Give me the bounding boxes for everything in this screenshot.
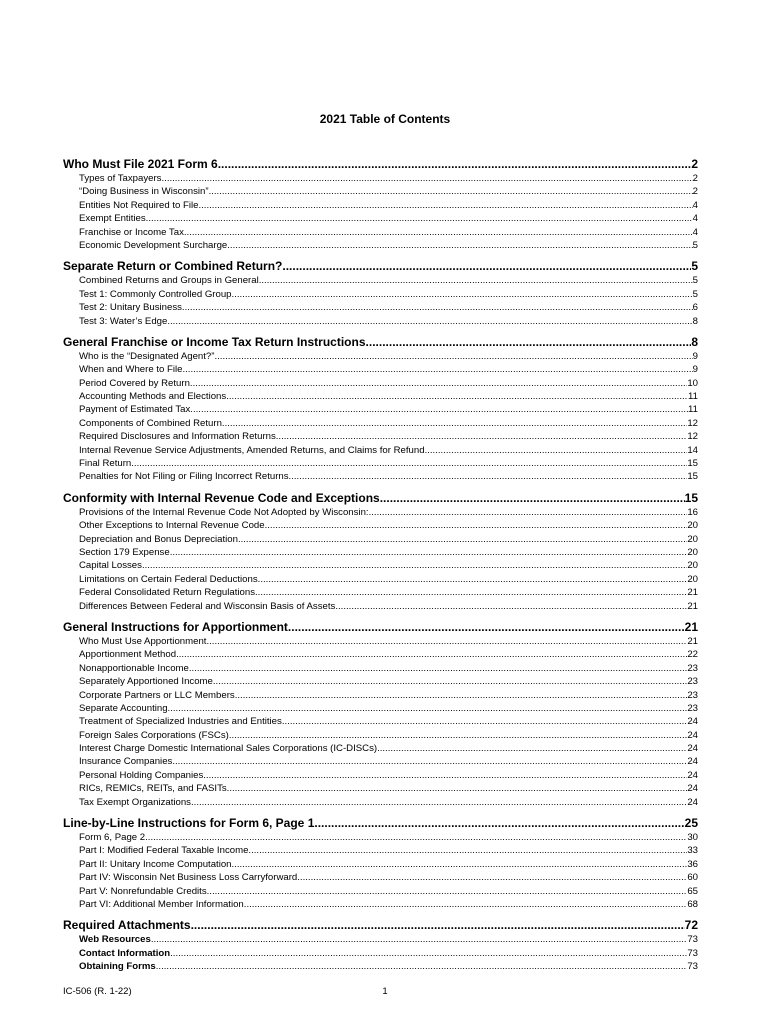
- toc-entry[interactable]: [63, 586, 698, 599]
- toc-entry[interactable]: [63, 403, 698, 416]
- dot-leader: [255, 586, 687, 599]
- toc-entry-label: Franchise or Income Tax: [79, 226, 184, 238]
- toc-entry-label: Who Must Use Apportionment: [79, 635, 207, 647]
- toc-entry-page: 23: [687, 676, 698, 688]
- toc-entry-page: 23: [687, 662, 698, 674]
- dot-leader: [207, 885, 688, 898]
- toc-entry-page: 11: [688, 391, 698, 403]
- toc-section: [63, 334, 698, 484]
- toc-entry-page: 65: [687, 885, 698, 897]
- toc-entry-label: Final Return: [79, 458, 132, 470]
- dot-leader: [161, 172, 692, 185]
- toc-entry[interactable]: [63, 430, 698, 443]
- toc-entry[interactable]: [63, 212, 698, 225]
- dot-leader: [335, 600, 687, 613]
- toc-entry-label: Combined Returns and Groups in General: [79, 275, 259, 287]
- toc-entry[interactable]: [63, 600, 698, 613]
- toc-entry[interactable]: [63, 689, 698, 702]
- dot-leader: [244, 898, 688, 911]
- toc-entry-page: 4: [692, 213, 698, 225]
- dot-leader: [282, 715, 688, 728]
- dot-leader: [209, 185, 693, 198]
- toc-heading-label: General Franchise or Income Tax Return Instructions: [63, 334, 366, 349]
- toc-entry-label: Types of Taxpayers: [79, 173, 162, 184]
- dot-leader: [425, 444, 688, 457]
- toc-entry-page: 20: [687, 546, 698, 558]
- dot-leader: [156, 960, 688, 973]
- toc-entry-label: Internal Revenue Service Adjustments, Amended Returns, and Claims for Refund: [79, 444, 425, 456]
- toc-entry[interactable]: [63, 377, 698, 390]
- dot-leader: [146, 212, 693, 225]
- dot-leader: [258, 573, 688, 586]
- toc-section-heading[interactable]: [63, 334, 698, 350]
- toc-entry-label: Part IV: Wisconsin Net Business Loss Carryforward: [79, 872, 298, 884]
- toc-entry[interactable]: [63, 239, 698, 252]
- toc-entry-page: 12: [687, 417, 698, 429]
- toc-entry[interactable]: [63, 871, 698, 884]
- toc-entry[interactable]: [63, 457, 698, 470]
- toc-entry[interactable]: [63, 444, 698, 457]
- toc-entry-page: 2: [692, 173, 698, 184]
- toc-entry-page: 24: [687, 796, 698, 808]
- toc-heading-label: Conformity with Internal Revenue Code and Exceptions: [63, 490, 380, 505]
- toc-entry-label: Apportionment Method: [79, 649, 177, 661]
- dot-leader: [191, 796, 687, 809]
- toc-entry-page: 20: [687, 573, 698, 585]
- toc-entry[interactable]: [63, 755, 698, 768]
- toc-entry-page: 24: [687, 716, 698, 728]
- toc-entry-label: Penalties for Not Filing or Filing Incorrect Returns: [79, 471, 289, 483]
- toc-entry-label: Part I: Modified Federal Taxable Income: [79, 845, 249, 857]
- toc-entry-page: 60: [687, 872, 698, 884]
- toc-entry-page: 24: [687, 783, 698, 795]
- dot-leader: [297, 871, 687, 884]
- toc-entry-page: 73: [687, 947, 698, 959]
- dot-leader: [182, 301, 693, 314]
- toc-heading-label: Separate Return or Combined Return?: [63, 259, 283, 274]
- toc-heading-page: 2: [691, 157, 698, 171]
- toc-entry-label: Accounting Methods and Elections: [79, 391, 227, 403]
- toc-heading-page: 15: [684, 490, 698, 505]
- toc-entry-label: Obtaining Forms: [79, 961, 156, 973]
- dot-leader: [218, 156, 692, 172]
- toc-entry[interactable]: [63, 858, 698, 871]
- toc-entry-label: Payment of Estimated Tax: [79, 404, 191, 416]
- dot-leader: [227, 239, 692, 252]
- dot-leader: [206, 635, 687, 648]
- dot-leader: [248, 844, 687, 857]
- toc-entry[interactable]: [63, 729, 698, 742]
- toc-entry-page: 23: [687, 702, 698, 714]
- toc-entry[interactable]: [63, 185, 698, 198]
- dot-leader: [276, 430, 688, 443]
- toc-entry-page: 6: [692, 302, 698, 314]
- toc-section: [63, 815, 698, 911]
- toc-entry-page: 73: [687, 934, 698, 946]
- dot-leader: [176, 648, 687, 661]
- toc-heading-label: Required Attachments: [63, 918, 191, 933]
- dot-leader: [238, 533, 687, 546]
- toc-entry-page: 12: [687, 431, 698, 443]
- toc-entry-page: 9: [692, 350, 698, 362]
- toc-entry[interactable]: [63, 390, 698, 403]
- toc-section: [63, 917, 698, 973]
- toc-entry-label: Period Covered by Return: [79, 377, 190, 389]
- toc-heading-label: Who Must File 2021 Form 6: [63, 157, 218, 171]
- toc-entry[interactable]: [63, 898, 698, 911]
- toc-entry-page: 4: [692, 199, 698, 211]
- toc-entry[interactable]: [63, 933, 698, 946]
- toc-section: [63, 619, 698, 809]
- toc-entry-page: 24: [687, 756, 698, 768]
- toc-entry-label: RICs, REMICs, REITs, and FASITs: [79, 783, 227, 795]
- toc-entry-page: 10: [687, 377, 698, 389]
- dot-leader: [167, 315, 692, 328]
- dot-leader: [229, 729, 688, 742]
- toc-entry-label: Differences Between Federal and Wisconsin Basis of Assets: [79, 600, 336, 612]
- toc-entry-page: 23: [687, 689, 698, 701]
- toc-entry-label: Part VI: Additional Member Information: [79, 898, 244, 910]
- toc-entry-label: Other Exceptions to Internal Revenue Code: [79, 520, 265, 532]
- toc-entry-page: 11: [688, 404, 698, 416]
- dot-leader: [369, 506, 688, 519]
- toc-entry-page: 5: [692, 288, 698, 300]
- toc-entry[interactable]: [63, 172, 698, 185]
- dot-leader: [203, 769, 687, 782]
- toc-heading-page: 25: [684, 816, 698, 831]
- toc-entry-label: Limitations on Certain Federal Deductions: [79, 573, 258, 585]
- toc-entry[interactable]: [63, 742, 698, 755]
- toc-entry[interactable]: [63, 885, 698, 898]
- dot-leader: [226, 390, 688, 403]
- toc-entry[interactable]: [63, 363, 698, 376]
- toc-section-heading[interactable]: [63, 156, 698, 172]
- page-title: 2021 Table of Contents: [319, 112, 451, 126]
- toc-entry-label: Entities Not Required to File: [79, 199, 199, 211]
- toc-entry[interactable]: [63, 702, 698, 715]
- toc-entry-page: 16: [687, 506, 698, 518]
- toc-entry-label: Part V: Nonrefundable Credits: [79, 885, 207, 897]
- dot-leader: [289, 470, 688, 483]
- toc-entry-label: Components of Combined Return: [79, 417, 222, 429]
- toc-entry-page: 24: [687, 729, 698, 741]
- toc-entry-page: 24: [687, 769, 698, 781]
- toc-entry-label: Exempt Entities: [79, 213, 146, 225]
- dot-leader: [282, 258, 691, 274]
- toc-entry-label: Separately Apportioned Income: [79, 676, 213, 688]
- toc-entry[interactable]: [63, 769, 698, 782]
- dot-leader: [190, 377, 687, 390]
- toc-entry-page: 24: [687, 743, 698, 755]
- toc-entry-page: 20: [687, 520, 698, 532]
- toc-entry[interactable]: [63, 662, 698, 675]
- toc-entry[interactable]: [63, 199, 698, 212]
- dot-leader: [222, 417, 687, 430]
- toc-section-heading[interactable]: [63, 917, 698, 933]
- dot-leader: [227, 782, 688, 795]
- toc-entry-page: 21: [687, 600, 698, 612]
- toc-heading-page: 21: [684, 619, 698, 634]
- toc-entry-label: Provisions of the Internal Revenue Code Not Adopted by Wisconsin:: [79, 506, 369, 518]
- toc-entry[interactable]: [63, 960, 698, 973]
- toc-entry[interactable]: [63, 675, 698, 688]
- toc-heading-page: 72: [684, 918, 698, 933]
- dot-leader: [366, 334, 692, 350]
- toc-entry-label: Separate Accounting: [79, 702, 168, 714]
- toc-entry-label: Foreign Sales Corporations (FSCs): [79, 729, 229, 741]
- dot-leader: [184, 226, 693, 239]
- toc-entry-page: 5: [692, 275, 698, 287]
- toc-entry[interactable]: [63, 470, 698, 483]
- toc-entry-page: 36: [687, 858, 698, 870]
- toc-entry[interactable]: [63, 559, 698, 572]
- toc-entry-page: 8: [692, 315, 698, 327]
- toc-section: [63, 156, 698, 252]
- toc-entry-label: Section 179 Expense: [79, 546, 170, 558]
- toc-section-heading[interactable]: [63, 619, 698, 635]
- toc-entry-label: Interest Charge Domestic International Sales Corporations (IC-DISCs): [79, 743, 378, 755]
- toc-entry[interactable]: [63, 226, 698, 239]
- toc-entry-page: 4: [692, 226, 698, 238]
- toc-entry-page: 5: [692, 239, 698, 251]
- dot-leader: [213, 675, 687, 688]
- toc-heading-page: 8: [691, 334, 698, 349]
- toc-entry-page: 2: [692, 186, 698, 198]
- toc-heading-label: General Instructions for Apportionment: [63, 619, 288, 634]
- toc-entry[interactable]: [63, 350, 698, 363]
- toc-entry-label: Form 6, Page 2: [79, 832, 146, 844]
- toc-entry-page: 73: [687, 961, 698, 973]
- toc-entry-label: Corporate Partners or LLC Members: [79, 689, 235, 701]
- dot-leader: [198, 199, 692, 212]
- toc-entry-page: 21: [687, 587, 698, 599]
- toc-entry[interactable]: [63, 715, 698, 728]
- toc-entry-page: 9: [692, 364, 698, 376]
- dot-leader: [170, 546, 688, 559]
- toc-entry[interactable]: [63, 274, 698, 287]
- dot-leader: [288, 619, 685, 635]
- toc-entry-page: 21: [687, 635, 698, 647]
- toc-entry[interactable]: [63, 648, 698, 661]
- dot-leader: [145, 831, 687, 844]
- table-of-contents: [63, 156, 698, 980]
- dot-leader: [235, 689, 688, 702]
- toc-section-heading[interactable]: [63, 815, 698, 831]
- dot-leader: [380, 490, 685, 506]
- toc-entry[interactable]: [63, 519, 698, 532]
- toc-entry[interactable]: [63, 315, 698, 328]
- toc-entry-label: Who is the “Designated Agent?”: [79, 350, 215, 362]
- toc-entry-label: Part II: Unitary Income Computation: [79, 858, 232, 870]
- toc-entry-label: Test 3: Water’s Edge: [79, 315, 168, 327]
- dot-leader: [131, 457, 687, 470]
- toc-entry-page: 15: [687, 458, 698, 470]
- dot-leader: [172, 755, 687, 768]
- toc-entry-page: 14: [687, 444, 698, 456]
- dot-leader: [189, 662, 687, 675]
- toc-entry[interactable]: [63, 782, 698, 795]
- toc-entry[interactable]: [63, 506, 698, 519]
- dot-leader: [232, 288, 693, 301]
- dot-leader: [151, 933, 688, 946]
- toc-entry-page: 30: [687, 832, 698, 844]
- toc-entry[interactable]: [63, 546, 698, 559]
- toc-entry[interactable]: [63, 301, 698, 314]
- toc-heading-page: 5: [691, 259, 698, 274]
- page-number: 1: [382, 986, 388, 997]
- dot-leader: [191, 917, 685, 933]
- dot-leader: [182, 363, 692, 376]
- toc-entry-label: Test 2: Unitary Business: [79, 302, 182, 314]
- toc-entry[interactable]: [63, 831, 698, 844]
- toc-entry-page: 22: [687, 649, 698, 661]
- toc-entry-label: Personal Holding Companies: [79, 769, 204, 781]
- dot-leader: [214, 350, 692, 363]
- toc-entry-label: Capital Losses: [79, 560, 142, 572]
- toc-entry-page: 20: [687, 560, 698, 572]
- toc-entry-label: Web Resources: [79, 934, 151, 946]
- form-id: IC-506 (R. 1-22): [63, 986, 132, 997]
- dot-leader: [142, 559, 687, 572]
- toc-entry[interactable]: [63, 417, 698, 430]
- toc-entry[interactable]: [63, 796, 698, 809]
- toc-entry[interactable]: [63, 533, 698, 546]
- toc-entry-label: Tax Exempt Organizations: [79, 796, 191, 808]
- toc-entry-label: “Doing Business in Wisconsin”: [79, 186, 209, 198]
- dot-leader: [190, 403, 688, 416]
- toc-entry-label: Contact Information: [79, 947, 171, 959]
- toc-entry-label: Test 1: Commonly Controlled Group: [79, 288, 232, 300]
- toc-entry-label: Federal Consolidated Return Regulations: [79, 587, 255, 599]
- toc-section-heading[interactable]: [63, 490, 698, 506]
- dot-leader: [232, 858, 688, 871]
- dot-leader: [168, 702, 688, 715]
- dot-leader: [314, 815, 684, 831]
- dot-leader: [377, 742, 687, 755]
- toc-entry-label: When and Where to File: [79, 364, 183, 376]
- toc-entry-label: Treatment of Specialized Industries and Entities: [79, 716, 282, 728]
- toc-heading-label: Line-by-Line Instructions for Form 6, Page 1: [63, 816, 315, 831]
- toc-entry-label: Required Disclosures and Information Returns: [79, 431, 276, 443]
- toc-section: [63, 490, 698, 613]
- toc-section-heading[interactable]: [63, 258, 698, 274]
- toc-entry[interactable]: [63, 573, 698, 586]
- toc-entry-label: Nonapportionable Income: [79, 662, 189, 674]
- toc-entry-page: 33: [687, 845, 698, 857]
- toc-entry-label: Insurance Companies: [79, 756, 173, 768]
- dot-leader: [265, 519, 688, 532]
- toc-entry-label: Economic Development Surcharge: [79, 239, 228, 251]
- toc-entry-page: 15: [687, 471, 698, 483]
- toc-entry[interactable]: [63, 635, 698, 648]
- toc-entry[interactable]: [63, 947, 698, 960]
- toc-entry[interactable]: [63, 288, 698, 301]
- toc-section: [63, 258, 698, 328]
- dot-leader: [170, 947, 687, 960]
- toc-entry[interactable]: [63, 844, 698, 857]
- toc-entry-page: 68: [687, 898, 698, 910]
- toc-entry-page: 20: [687, 533, 698, 545]
- toc-entry-label: Depreciation and Bonus Depreciation: [79, 533, 238, 545]
- dot-leader: [259, 274, 693, 287]
